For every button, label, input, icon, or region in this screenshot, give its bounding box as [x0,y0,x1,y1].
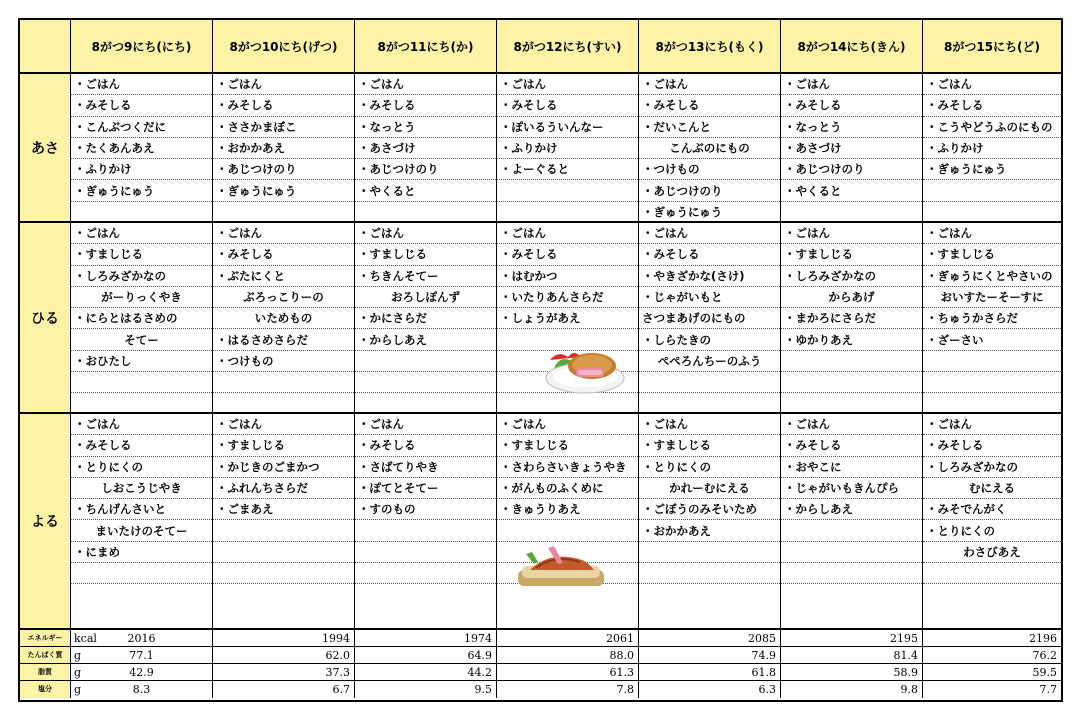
nutrition-value: 42.9 [129,666,154,679]
day-header: 8がつ11にち(か) [355,20,497,74]
nutrition-value: 7.7 [1039,683,1057,696]
menu-cell [213,74,355,223]
menu-item: ・みそしる [923,435,1061,456]
nutrition-value-cell [213,681,355,698]
menu-item: ・ぎゅうにくとやさいの [923,266,1061,287]
menu-item: ・おやこに [781,457,922,478]
nutrition-value: 37.3 [325,666,350,679]
menu-item: ・おかかあえ [213,138,354,159]
menu-item: ・みそしる [781,435,922,456]
menu-item: ・ごはん [213,223,354,244]
menu-item [71,202,212,223]
nutrition-value: 61.8 [751,666,776,679]
menu-cell [213,414,355,630]
nutrition-value: 9.8 [900,683,918,696]
menu-item: ・みそしる [355,95,496,116]
menu-cell [923,74,1061,223]
menu-item: ・やくると [355,181,496,202]
menu-item: ・みそしる [213,95,354,116]
menu-item [355,372,496,393]
nutrition-value-cell [213,630,355,647]
menu-cell [355,414,497,630]
menu-item [71,393,212,414]
menu-item: ・みそしる [497,244,638,265]
menu-item [355,393,496,414]
menu-item: ・さわらさいきょうやき [497,457,638,478]
menu-item: ・ごはん [497,74,638,95]
menu-item: ・からしあえ [781,499,922,520]
nutrition-value: 64.9 [467,649,492,662]
nutrition-value-cell [355,630,497,647]
nutrition-label: 塩分 [20,681,71,698]
menu-item: ・ごはん [639,74,780,95]
menu-item [213,584,354,605]
nutrition-value: 8.3 [132,683,151,696]
nutrition-value-cell [497,630,639,647]
menu-item: ・ふりかけ [71,159,212,180]
nutrition-value-cell [497,681,639,698]
menu-item: ・きゅうりあえ [497,499,638,520]
nutrition-value: 1994 [322,632,350,645]
nutrition-value: 2195 [890,632,918,645]
menu-item: ・ごはん [355,414,496,435]
nutrition-value-cell [213,664,355,681]
nutrition-value-cell [71,681,213,698]
nutrition-value: 74.9 [751,649,776,662]
menu-item: ・みそしる [639,95,780,116]
menu-item [781,542,922,563]
menu-item: ・だいこんと [639,117,780,138]
menu-item: ・すのもの [355,499,496,520]
menu-item: ・なっとう [781,117,922,138]
menu-item: ・あじつけのり [355,159,496,180]
menu-item: ・じゃがいもと [639,287,780,308]
day-header: 8がつ10にち(げつ) [213,20,355,74]
menu-item: ・あじつけのり [781,159,922,180]
meal-label-text: よる [31,514,59,530]
menu-item: ・ちきんそてー [355,266,496,287]
day-header: 8がつ14にち(きん) [781,20,923,74]
menu-item: ・すましじる [923,244,1061,265]
menu-item: ・ごはん [213,74,354,95]
menu-item [497,181,638,202]
nutrition-value: 6.7 [332,683,350,696]
menu-item: ・ごはん [781,414,922,435]
menu-item: ・ごはん [355,223,496,244]
menu-item: ・たくあんあえ [71,138,212,159]
menu-item [71,563,212,584]
menu-cell [923,223,1061,414]
menu-cell [781,223,923,414]
menu-item [639,393,780,414]
menu-item: ・ぎゅうにゅう [923,159,1061,180]
menu-item [781,351,922,372]
menu-item: ・あさづけ [355,138,496,159]
menu-item: わさびあえ [923,542,1061,563]
menu-item: ・ぎゅうにゅう [213,181,354,202]
menu-item [355,202,496,223]
menu-item: ・おかかあえ [639,521,780,542]
menu-item: ・みそしる [639,244,780,265]
menu-cell [639,414,781,630]
menu-item: ・ささかまぼこ [213,117,354,138]
menu-item: ・ぽてとそてー [355,478,496,499]
menu-item: ・ふりかけ [923,138,1061,159]
menu-item [923,181,1061,202]
menu-item: ・いたりあんさらだ [497,287,638,308]
nutrition-value: 6.3 [758,683,776,696]
menu-item: ・しろみざかなの [923,457,1061,478]
menu-cell [781,414,923,630]
menu-item: ・すましじる [497,435,638,456]
menu-item: ・ゆかりあえ [781,330,922,351]
menu-item [639,563,780,584]
menu-item: ・とりにくの [639,457,780,478]
nutrition-label: たんぱく質 [20,647,71,664]
menu-item: おろしぽんず [355,287,496,308]
menu-item: ・ごはん [497,223,638,244]
menu-item: かれーむにえる [639,478,780,499]
menu-item: むにえる [923,478,1061,499]
menu-item [781,202,922,223]
menu-item [923,202,1061,223]
menu-item [355,521,496,542]
menu-item: ・ざーさい [923,330,1061,351]
nutrition-value-cell [355,681,497,698]
nutrition-value: 2016 [127,632,156,645]
nutrition-unit: kcal [74,632,97,645]
nutrition-value-cell [71,664,213,681]
menu-item [355,563,496,584]
nutrition-value: 2085 [748,632,776,645]
meal-label-text: ひる [31,310,59,327]
menu-item: ・にらとはるさめの [71,308,212,329]
nutrition-value-cell [639,647,781,664]
nutrition-label: 脂質 [20,664,71,681]
grilled-fish-plate-icon [514,540,608,592]
menu-cell [497,414,639,630]
menu-item: ・ちんげんさいと [71,499,212,520]
menu-item [781,393,922,414]
menu-item [213,393,354,414]
nutrition-value-cell [781,681,923,698]
day-header: 8がつ12にち(すい) [497,20,639,74]
nutrition-value-cell [355,647,497,664]
menu-item [213,202,354,223]
menu-item: おいすたーそーすに [923,287,1061,308]
menu-cell [639,74,781,223]
nutrition-value-cell [923,630,1061,647]
menu-item [923,372,1061,393]
menu-item: ・ぽいるういんなー [497,117,638,138]
menu-item: ・みそでんがく [923,499,1061,520]
menu-item: ・みそしる [781,95,922,116]
menu-item: ・つけもの [213,351,354,372]
menu-item: ・ごはん [497,414,638,435]
nutrition-value-cell [497,664,639,681]
menu-item: ・ごはん [355,74,496,95]
nutrition-value: 2061 [606,632,634,645]
menu-item: ・からしあえ [355,330,496,351]
nutrition-value-cell [639,681,781,698]
nutrition-value: 2196 [1029,632,1057,645]
menu-cell [71,414,213,630]
menu-item: ・とりにくの [923,521,1061,542]
menu-item: ・とりにくの [71,457,212,478]
menu-item: ・なっとう [355,117,496,138]
menu-item: ・ごはん [71,74,212,95]
nutrition-value: 81.4 [893,649,918,662]
nutrition-value: 1974 [464,632,492,645]
menu-item: ・ごはん [923,223,1061,244]
meal-label [20,74,71,223]
day-header: 8がつ13にち(もく) [639,20,781,74]
nutrition-value: 44.2 [467,666,492,679]
menu-item: ・ごはん [639,223,780,244]
menu-item: ・あじつけのり [213,159,354,180]
nutrition-value-cell [355,664,497,681]
menu-item: ・こうやどうふのにもの [923,117,1061,138]
menu-item [639,542,780,563]
nutrition-value-cell [923,681,1061,698]
menu-item: ・よーぐると [497,159,638,180]
menu-item: ・しらたきの [639,330,780,351]
menu-item: ・みそしる [497,95,638,116]
menu-item: ・やきざかな(さけ) [639,266,780,287]
menu-item [71,372,212,393]
menu-item: ・はるさめさらだ [213,330,354,351]
menu-item [213,563,354,584]
nutrition-value-cell [639,630,781,647]
menu-item: ・みそしる [71,95,212,116]
menu-item [497,202,638,223]
menu-item [355,584,496,605]
menu-item [213,372,354,393]
menu-item: ・ごはん [213,414,354,435]
ham-cutlet-plate-icon [544,338,626,396]
nutrition-value-cell [639,664,781,681]
menu-item: ・はむかつ [497,266,638,287]
menu-cell [355,223,497,414]
menu-item: がーりっくやき [71,287,212,308]
menu-item: ・ふれんちさらだ [213,478,354,499]
menu-item: まいたけのそてー [71,521,212,542]
menu-item: ・ぶたにくと [213,266,354,287]
menu-item [923,393,1061,414]
menu-item: ・ごぼうのみそいため [639,499,780,520]
menu-item: ・みそしる [923,95,1061,116]
menu-item [781,372,922,393]
menu-item: ・ごはん [923,414,1061,435]
menu-item: ・やくると [781,181,922,202]
menu-item [781,521,922,542]
menu-item: ・にまめ [71,542,212,563]
menu-item [213,542,354,563]
nutrition-unit: g [74,683,82,696]
menu-item [355,351,496,372]
nutrition-value-cell [497,647,639,664]
menu-item [497,393,638,414]
menu-item: ぶろっこりーの [213,287,354,308]
menu-item: ・まかろにさらだ [781,308,922,329]
menu-item: ・さばてりやき [355,457,496,478]
menu-item: ・ごはん [781,223,922,244]
day-header: 8がつ9にち(にち) [71,20,213,74]
menu-item [639,372,780,393]
menu-cell [355,74,497,223]
nutrition-value-cell [781,647,923,664]
nutrition-value-cell [213,647,355,664]
menu-item: ・しょうがあえ [497,308,638,329]
meal-label [20,223,71,414]
nutrition-value: 7.8 [616,683,634,696]
nutrition-value: 58.9 [893,666,918,679]
menu-item: しおこうじやき [71,478,212,499]
meal-label [20,414,71,630]
menu-item: ・あさづけ [781,138,922,159]
menu-item: ・しろみざかなの [71,266,212,287]
nutrition-unit: g [74,649,82,662]
menu-item: さつまあげのにもの [639,308,780,329]
menu-item: ・みそしる [71,435,212,456]
menu-item: ・あじつけのり [639,181,780,202]
nutrition-value-cell [923,664,1061,681]
menu-item: ・かじきのごまかつ [213,457,354,478]
nutrition-value: 61.3 [609,666,634,679]
menu-cell [923,414,1061,630]
menu-item: ・ごまあえ [213,499,354,520]
menu-item: ・ぎゅうにゅう [642,204,723,219]
menu-cell [639,223,781,414]
menu-item: ・ごはん [71,223,212,244]
nutrition-label: エネルギー [20,630,71,647]
nutrition-value-cell [71,630,213,647]
menu-item [923,563,1061,584]
nutrition-value-cell [923,647,1061,664]
nutrition-unit: g [74,666,82,679]
corner-cell [20,20,71,74]
day-header: 8がつ15にち(ど) [923,20,1061,74]
menu-item: ・ごはん [781,74,922,95]
menu-item [355,542,496,563]
meal-label-text: あさ [31,140,59,157]
nutrition-value: 88.0 [609,649,634,662]
nutrition-value-cell [781,664,923,681]
menu-item: ・かにさらだ [355,308,496,329]
menu-item [213,521,354,542]
menu-item: ぺぺろんちーのふう [639,351,780,372]
menu-item: ・みそしる [355,435,496,456]
nutrition-value-cell [781,630,923,647]
menu-item [497,521,638,542]
menu-item: ・ぎゅうにゅう [71,181,212,202]
menu-cell [781,74,923,223]
menu-item: ・こんぶつくだに [71,117,212,138]
nutrition-value: 76.2 [1032,649,1057,662]
menu-item: ・ふりかけ [497,138,638,159]
menu-item: ・ごはん [71,414,212,435]
menu-item: ・ごはん [639,414,780,435]
menu-item: いためもの [213,308,354,329]
nutrition-value-cell [71,647,213,664]
menu-item [781,563,922,584]
nutrition-value: 77.1 [129,649,154,662]
menu-item: ・すましじる [781,244,922,265]
nutrition-value: 59.5 [1032,666,1057,679]
menu-cell [213,223,355,414]
menu-item: そてー [71,330,212,351]
weekly-meal-menu-table [18,18,1063,702]
menu-item: ・じゃがいもきんぴら [781,478,922,499]
menu-item: こんぶのにもの [639,138,780,159]
menu-item: からあげ [781,287,922,308]
menu-item: ・つけもの [639,159,780,180]
menu-item: ・ちゅうかさらだ [923,308,1061,329]
menu-item [71,584,212,605]
menu-item: ・すましじる [639,435,780,456]
menu-item: ・すましじる [355,244,496,265]
menu-item [923,584,1061,605]
menu-cell [71,223,213,414]
nutrition-value: 9.5 [474,683,492,696]
menu-item [639,584,780,605]
menu-cell [497,74,639,223]
menu-item: ・ごはん [923,74,1061,95]
nutrition-value: 62.0 [325,649,350,662]
menu-item [923,351,1061,372]
menu-item: ・みそしる [213,244,354,265]
menu-item: ・がんものふくめに [497,478,638,499]
menu-item: ・すましじる [213,435,354,456]
menu-item: ・しろみざかなの [781,266,922,287]
menu-item: ・すましじる [71,244,212,265]
menu-item: ・おひたし [71,351,212,372]
menu-cell [71,74,213,223]
menu-item [781,584,922,605]
